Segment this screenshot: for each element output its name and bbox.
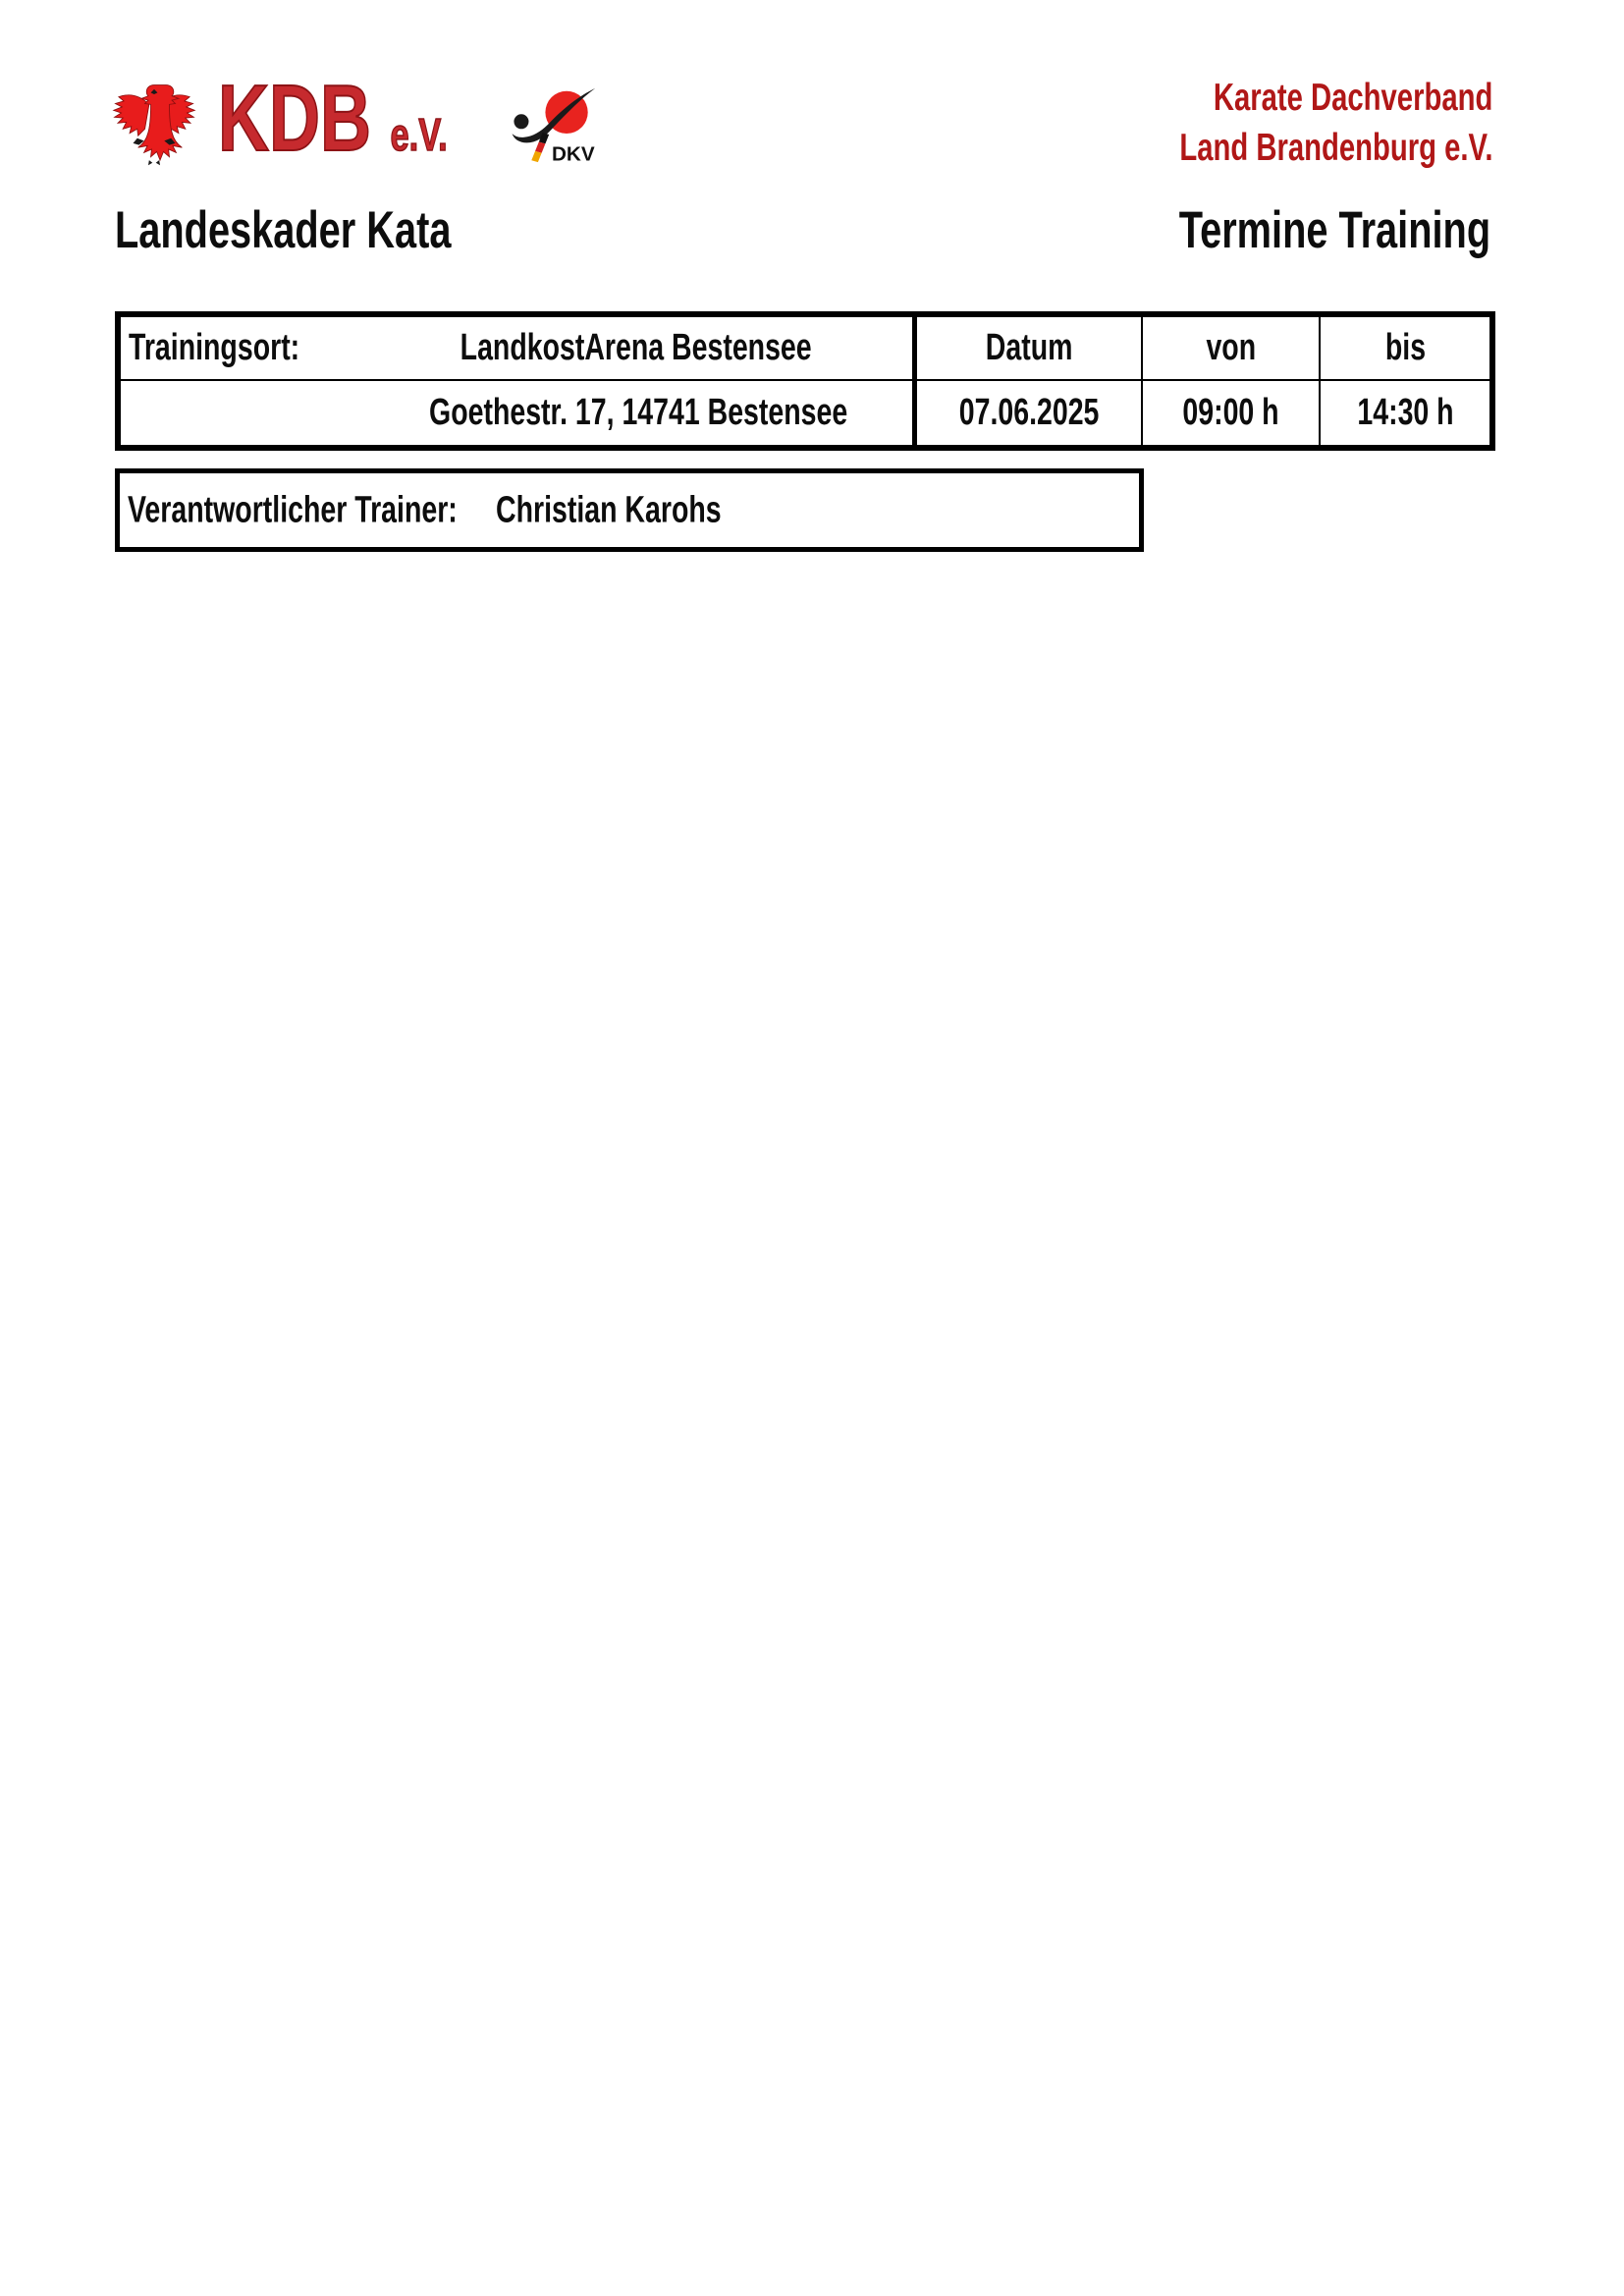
org-name-line2: Land Brandenburg e.V. — [1178, 127, 1492, 169]
col-header-von: von — [1142, 314, 1320, 380]
title-row — [115, 203, 1490, 258]
org-name — [1075, 73, 1492, 173]
dkv-logo-text: DKV — [552, 142, 595, 165]
brandenburg-eagle-icon — [112, 82, 196, 167]
kdb-wordmark — [218, 66, 448, 182]
page-title-squad: Landeskader Kata — [115, 201, 452, 259]
kdb-wordmark-suffix: e.V. — [390, 109, 448, 160]
date-cell: 07.06.2025 — [914, 380, 1142, 448]
location-name: LandkostArena Bestensee — [460, 327, 812, 368]
page-title-schedule: Termine Training — [1178, 201, 1490, 259]
location-name-cell — [359, 314, 914, 380]
kdb-wordmark-text: KDB — [218, 66, 371, 171]
location-label: Trainingsort: — [129, 327, 300, 368]
schedule-table — [115, 311, 1495, 451]
col-header-datum: Datum — [914, 314, 1142, 380]
table-row — [118, 380, 1492, 448]
location-address-cell — [359, 380, 914, 448]
empty-cell — [118, 380, 359, 448]
table-header-row — [118, 314, 1492, 380]
trainer-box — [115, 468, 1144, 552]
time-from-cell: 09:00 h — [1142, 380, 1320, 448]
time-to-cell: 14:30 h — [1320, 380, 1492, 448]
location-label-cell — [118, 314, 359, 380]
org-name-line1: Karate Dachverband — [1213, 77, 1492, 119]
dkv-logo-icon — [505, 86, 599, 165]
location-address: Goethestr. 17, 14741 Bestensee — [429, 392, 848, 433]
trainer-label: Verantwortlicher Trainer: — [128, 489, 458, 530]
trainer-name: Christian Karohs — [496, 489, 722, 530]
col-header-bis: bis — [1320, 314, 1492, 380]
